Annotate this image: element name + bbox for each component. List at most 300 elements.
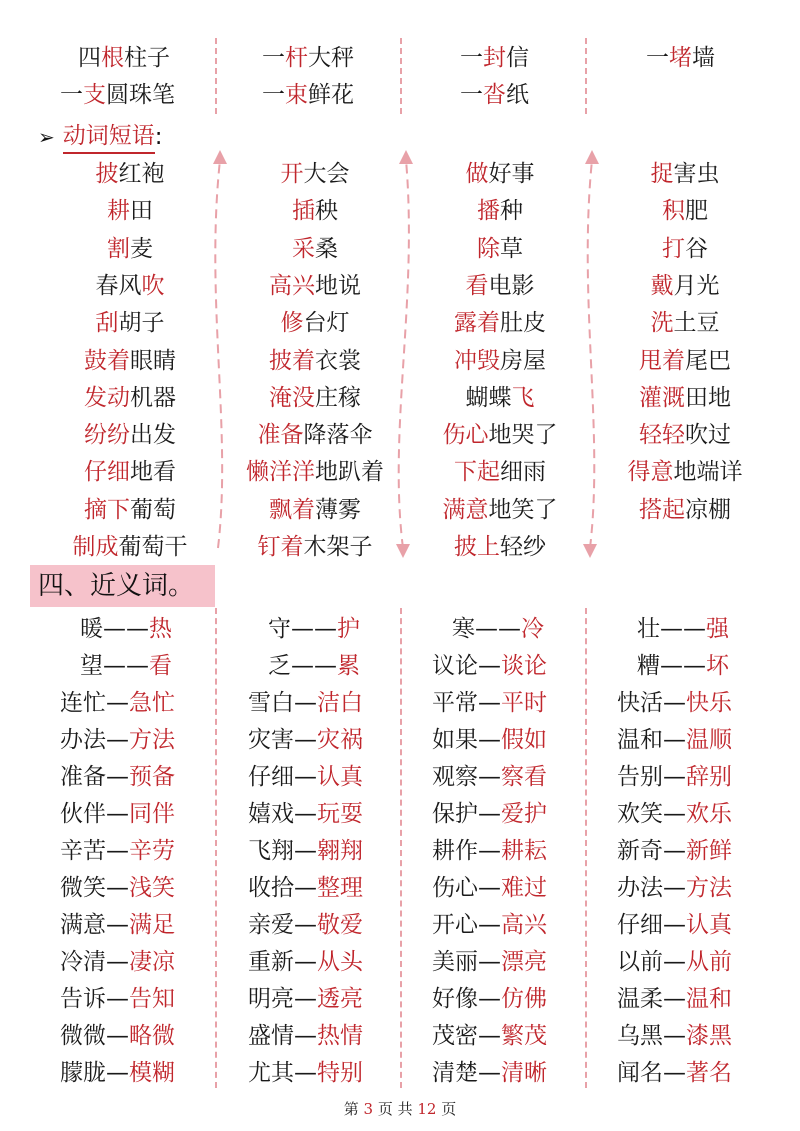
synonym-pair (80, 613, 172, 645)
synonym-word: 欢笑 (617, 801, 663, 827)
synonym-word: 微笑 (60, 875, 106, 901)
verb-phrase-part: 耕 (107, 198, 130, 225)
synonym-pair (60, 983, 175, 1015)
verb-phrase (246, 456, 384, 488)
synonym-answer: 方法 (129, 727, 175, 753)
synonym-dash: — (478, 690, 501, 716)
verb-phrase-part: 田地 (685, 384, 731, 411)
synonym-dash: — (294, 838, 317, 864)
synonym-answer: 灾祸 (317, 727, 363, 753)
synonym-dash: —— (660, 653, 706, 679)
verb-phrase-part: 薄雾 (315, 496, 361, 523)
synonym-pair (248, 798, 363, 830)
verb-phrase (477, 233, 523, 265)
verb-phrase (466, 158, 535, 190)
synonym-word: 温柔 (617, 986, 663, 1012)
verb-phrase (84, 494, 176, 526)
verb-phrase-part: 葡萄 (130, 496, 176, 523)
verb-phrase-part: 捉 (650, 161, 674, 187)
synonym-word: 连忙 (60, 690, 106, 716)
synonym-word: 守 (268, 616, 291, 642)
verb-phrase (454, 531, 546, 563)
synonym-dash: — (294, 764, 317, 790)
measure-item-7: 一沓纸 (460, 82, 529, 108)
verb-phrase-part: 准备 (257, 422, 304, 449)
verb-phrase (639, 382, 731, 414)
verb-phrase (84, 456, 176, 488)
synonym-word: 乏 (268, 653, 291, 679)
verb-phrase-part: 轻纱 (500, 534, 546, 560)
synonym-dash: — (663, 1023, 686, 1049)
verb-phrase (477, 195, 523, 227)
verb-phrase-part: 采 (292, 235, 315, 262)
verb-phrase-part: 仔细 (84, 459, 130, 486)
synonym-dash: — (294, 727, 317, 753)
verb-phrase-part: 草 (500, 235, 523, 262)
synonym-word: 仔细 (617, 912, 663, 938)
synonym-word: 亲爱 (248, 912, 294, 938)
synonym-dash: — (663, 727, 686, 753)
synonym-word: 耕作 (432, 838, 478, 864)
verb-phrase-part: 谷 (685, 235, 708, 262)
arrowhead-2 (399, 150, 413, 164)
verb-phrase-part: 好事 (488, 161, 535, 187)
synonym-pair (248, 761, 363, 793)
verb-phrase-part: 淹没 (269, 384, 315, 411)
verb-phrase-part: 田 (130, 198, 153, 225)
synonym-answer: 强 (706, 616, 729, 642)
synonym-pair (637, 613, 729, 645)
verb-phrase-part: 戴 (650, 272, 674, 299)
synonym-answer: 护 (337, 616, 360, 642)
synonym-dash: — (478, 875, 501, 901)
synonym-answer: 漆黑 (686, 1023, 732, 1049)
synonym-word: 保护 (432, 801, 478, 827)
synonym-pair (432, 761, 547, 793)
synonym-answer: 热 (149, 616, 172, 642)
synonym-pair (452, 613, 544, 645)
synonym-answer: 察看 (501, 764, 547, 790)
verb-phrase-part: 地看 (130, 459, 176, 486)
synonym-word: 办法 (60, 727, 106, 753)
verb-phrase-part: 凉棚 (685, 496, 731, 523)
synonym-word: 糟 (637, 653, 660, 679)
verb-phrase-part: 看 (465, 272, 489, 299)
verb-phrase (662, 195, 708, 227)
verb-phrase (96, 158, 165, 190)
synonym-dash: — (106, 912, 129, 938)
verb-phrase-part: 地哭了 (488, 422, 558, 449)
verb-phrase (84, 419, 176, 451)
synonym-answer: 爱护 (501, 801, 547, 827)
synonym-dash: — (478, 1060, 501, 1086)
synonym-pair (617, 687, 732, 719)
verb-phrase-part: 肥 (685, 198, 708, 225)
synonym-word: 朦胧 (60, 1060, 106, 1086)
verb-phrase (454, 345, 546, 377)
synonym-pair (637, 650, 729, 682)
synonym-answer: 认真 (317, 764, 363, 790)
verb-phrase-part: 葡萄干 (118, 534, 188, 560)
synonym-pair (432, 872, 547, 904)
synonym-answer: 认真 (686, 912, 732, 938)
measure-item-3: 一封信 (460, 45, 529, 71)
verb-phrase (454, 307, 546, 339)
synonym-dash: — (478, 912, 501, 938)
synonym-answer: 热情 (317, 1023, 363, 1049)
synonym-pair (432, 983, 547, 1015)
synonym-pair (432, 687, 547, 719)
verb-phrase-part: 披着 (269, 347, 315, 374)
synonym-dash: — (478, 986, 501, 1012)
synonym-word: 好像 (432, 986, 478, 1012)
synonym-pair (432, 1020, 547, 1052)
verb-phrase (443, 494, 558, 526)
verb-section-title: 动词短语 (63, 120, 155, 154)
synonym-word: 美丽 (432, 949, 478, 975)
synonym-pair (432, 946, 547, 978)
verb-phrase-part: 地趴着 (315, 459, 384, 486)
arrow-3 (588, 160, 595, 548)
synonym-pair (617, 761, 732, 793)
synonym-answer: 模糊 (129, 1060, 175, 1086)
verb-phrase (639, 419, 731, 451)
verb-phrase (258, 419, 373, 451)
synonym-word: 壮 (637, 616, 660, 642)
synonym-pair (248, 1020, 363, 1052)
synonym-word: 收拾 (248, 875, 294, 901)
verb-phrase-part: 高兴 (269, 272, 315, 299)
synonym-word: 议论 (432, 653, 478, 679)
verb-phrase (107, 233, 153, 265)
synonym-answer: 玩耍 (317, 801, 363, 827)
verb-phrase-part: 懒洋洋 (246, 459, 315, 486)
verb-phrase-part: 尾巴 (685, 347, 731, 374)
verb-section-heading: ➢ 动词短语 : (38, 120, 163, 154)
synonym-answer: 从前 (686, 949, 732, 975)
synonym-pair (248, 946, 363, 978)
bullet-arrow-icon: ➢ (38, 125, 55, 149)
verb-phrase-part: 纷纷 (84, 422, 130, 449)
verb-phrase-part: 披 (95, 161, 119, 187)
measure-item-5: 一支圆珠笔 (60, 82, 175, 108)
synonym-dash: — (663, 690, 686, 716)
verb-phrase (281, 158, 350, 190)
synonym-word: 准备 (60, 764, 106, 790)
verb-phrase (96, 270, 165, 302)
synonym-answer: 满足 (129, 912, 175, 938)
synonym-word: 以前 (617, 949, 663, 975)
synonym-word: 温和 (617, 727, 663, 753)
synonym-answer: 谈论 (501, 653, 547, 679)
synonym-answer: 假如 (501, 727, 547, 753)
synonym-dash: — (106, 690, 129, 716)
synonym-pair (268, 613, 360, 645)
verb-phrase-part: 秧 (315, 198, 338, 225)
synonym-pair (60, 909, 175, 941)
synonym-dash: — (106, 727, 129, 753)
synonym-answer: 坏 (706, 653, 729, 679)
synonym-answer: 温顺 (686, 727, 732, 753)
synonym-word: 伤心 (432, 875, 478, 901)
synonym-pair (248, 835, 363, 867)
synonym-dash: — (478, 727, 501, 753)
current-page-number: 3 (363, 1100, 374, 1118)
verb-phrase-part: 披上 (454, 534, 500, 560)
verb-phrase-part: 积 (662, 198, 685, 225)
synonym-word: 冷清 (60, 949, 106, 975)
synonym-answer: 漂亮 (501, 949, 547, 975)
measure-item-2: 一杆大秤 (262, 45, 354, 71)
synonym-answer: 敬爱 (317, 912, 363, 938)
synonym-pair (248, 1057, 363, 1089)
synonym-dash: — (106, 875, 129, 901)
synonym-pair (617, 724, 732, 756)
synonym-word: 开心 (432, 912, 478, 938)
verb-phrase-part: 房屋 (500, 347, 546, 374)
synonym-word: 告诉 (60, 986, 106, 1012)
verb-phrase-part: 细雨 (500, 459, 546, 486)
measure-item-1: 四根柱子 (78, 45, 170, 71)
synonym-word: 飞翔 (248, 838, 294, 864)
arrow-1 (215, 160, 222, 548)
synonym-dash: — (106, 1060, 129, 1086)
synonym-answer: 辛劳 (129, 838, 175, 864)
verb-phrase (662, 233, 708, 265)
synonym-answer: 仿佛 (501, 986, 547, 1012)
synonym-word: 望 (80, 653, 103, 679)
verb-phrase (258, 531, 373, 563)
synonym-answer: 难过 (501, 875, 547, 901)
synonym-pair (60, 872, 175, 904)
arrowhead-5 (583, 544, 597, 558)
verb-phrase (443, 419, 558, 451)
synonym-answer: 整理 (317, 875, 363, 901)
synonym-word: 如果 (432, 727, 478, 753)
synonym-pair (60, 1057, 175, 1089)
verb-phrase-part: 降落伞 (303, 422, 373, 449)
verb-phrase-part: 红袍 (118, 161, 165, 187)
verb-phrase (269, 494, 361, 526)
total-page-number: 12 (417, 1100, 437, 1118)
verb-phrase-part: 出发 (130, 422, 176, 449)
verb-phrase-part: 月光 (673, 272, 720, 299)
synonym-section-heading: 四、近义词。 (30, 565, 215, 607)
synonym-dash: — (106, 949, 129, 975)
verb-phrase-part: 灌溉 (639, 384, 685, 411)
verb-phrase-part: 电影 (488, 272, 535, 299)
synonym-answer: 冷 (521, 616, 544, 642)
synonym-answer: 急忙 (129, 690, 175, 716)
verb-phrase (639, 345, 731, 377)
verb-phrase-part: 搭起 (639, 496, 685, 523)
synonym-dash: —— (103, 653, 149, 679)
verb-phrase-part: 吹 (141, 272, 165, 299)
synonym-dash: — (478, 1023, 501, 1049)
synonym-pair (60, 798, 175, 830)
synonym-word: 雪白 (248, 690, 294, 716)
synonym-word: 乌黑 (617, 1023, 663, 1049)
verb-phrase (292, 233, 338, 265)
synonym-pair (432, 835, 547, 867)
synonym-answer: 繁茂 (501, 1023, 547, 1049)
verb-phrase (454, 456, 546, 488)
verb-phrase-part: 飘着 (269, 496, 315, 523)
synonym-dash: — (294, 949, 317, 975)
verb-phrase-part: 大会 (303, 161, 350, 187)
synonym-word: 仔细 (248, 764, 294, 790)
synonym-word: 茂密 (432, 1023, 478, 1049)
verb-phrase-part: 桑 (315, 235, 338, 262)
synonym-pair (248, 909, 363, 941)
synonym-dash: — (106, 1023, 129, 1049)
verb-phrase-part: 得意 (627, 459, 674, 486)
verb-phrase (292, 195, 338, 227)
verb-phrase-part: 眼睛 (130, 347, 176, 374)
synonym-pair (432, 650, 547, 682)
synonym-pair (248, 983, 363, 1015)
synonym-answer: 看 (149, 653, 172, 679)
synonym-pair (268, 650, 360, 682)
synonym-word: 灾害 (248, 727, 294, 753)
measure-item-6: 一束鲜花 (262, 82, 354, 108)
verb-phrase (651, 307, 720, 339)
verb-phrase-part: 地笑了 (488, 496, 558, 523)
verb-phrase-part: 开 (280, 161, 304, 187)
synonym-dash: — (478, 801, 501, 827)
verb-phrase-part: 冲毁 (454, 347, 500, 374)
synonym-word: 盛情 (248, 1023, 294, 1049)
synonym-pair (617, 872, 732, 904)
verb-phrase (628, 456, 743, 488)
synonym-dash: — (294, 801, 317, 827)
verb-phrase-part: 伤心 (442, 422, 489, 449)
synonym-answer: 凄凉 (129, 949, 175, 975)
synonym-dash: — (663, 801, 686, 827)
synonym-word: 办法 (617, 875, 663, 901)
synonym-answer: 快乐 (686, 690, 732, 716)
synonym-dash: — (663, 1060, 686, 1086)
synonym-pair (60, 687, 175, 719)
verb-phrase-part: 露着 (454, 310, 500, 337)
synonym-dash: —— (475, 616, 521, 642)
synonym-word: 寒 (452, 616, 475, 642)
synonym-answer: 预备 (129, 764, 175, 790)
verb-phrase (651, 270, 720, 302)
synonym-dash: — (294, 912, 317, 938)
synonym-pair (60, 761, 175, 793)
verb-phrase-part: 插 (292, 198, 315, 225)
verb-phrase (281, 307, 350, 339)
synonym-word: 清楚 (432, 1060, 478, 1086)
synonym-dash: — (294, 875, 317, 901)
verb-phrase (96, 307, 165, 339)
verb-phrase-part: 打 (662, 235, 685, 262)
synonym-dash: — (294, 1060, 317, 1086)
verb-phrase-part: 麦 (130, 235, 153, 262)
synonym-pair (617, 946, 732, 978)
verb-phrase-part: 播 (477, 198, 500, 225)
verb-phrase-part: 土豆 (673, 310, 720, 337)
verb-phrase-part: 庄稼 (315, 384, 361, 411)
verb-phrase (84, 382, 176, 414)
synonym-pair (432, 724, 547, 756)
synonym-word: 观察 (432, 764, 478, 790)
arrowhead-3 (396, 544, 410, 558)
verb-phrase (639, 494, 731, 526)
synonym-pair (617, 909, 732, 941)
synonym-answer: 清晰 (501, 1060, 547, 1086)
synonym-dash: — (663, 838, 686, 864)
verb-phrase (466, 270, 535, 302)
synonym-word: 平常 (432, 690, 478, 716)
synonym-pair (60, 835, 175, 867)
verb-phrase-part: 胡子 (118, 310, 165, 337)
synonym-answer: 告知 (129, 986, 175, 1012)
synonym-pair (60, 1020, 175, 1052)
synonym-pair (617, 798, 732, 830)
synonym-answer: 新鲜 (686, 838, 732, 864)
synonym-word: 闻名 (617, 1060, 663, 1086)
synonym-word: 暖 (80, 616, 103, 642)
verb-phrase-part: 除 (477, 235, 500, 262)
verb-phrase-part: 满意 (442, 496, 489, 523)
synonym-word: 嬉戏 (248, 801, 294, 827)
synonym-answer: 耕耘 (501, 838, 547, 864)
verb-phrase-part: 台灯 (303, 310, 350, 337)
synonym-answer: 著名 (686, 1060, 732, 1086)
verb-phrase (269, 345, 361, 377)
verb-phrase-part: 下起 (454, 459, 500, 486)
synonym-dash: — (478, 653, 501, 679)
verb-phrase-part: 钉着 (257, 534, 304, 560)
synonym-dash: — (106, 838, 129, 864)
synonym-pair (617, 1020, 732, 1052)
synonym-answer: 平时 (501, 690, 547, 716)
synonym-dash: —— (291, 653, 337, 679)
synonym-dash: — (663, 912, 686, 938)
verb-phrase-part: 鼓着 (84, 347, 130, 374)
page-footer: 第 3 页 共 12 页 (343, 1100, 457, 1118)
verb-phrase-part: 种 (500, 198, 523, 225)
synonym-pair (80, 650, 172, 682)
synonym-word: 满意 (60, 912, 106, 938)
synonym-dash: — (478, 764, 501, 790)
synonym-answer: 方法 (686, 875, 732, 901)
verb-phrase-part: 木架子 (303, 534, 373, 560)
verb-phrase-part: 做 (465, 161, 489, 187)
verb-phrase-part: 发动 (84, 384, 130, 411)
synonym-pair (617, 1057, 732, 1089)
synonym-answer: 浅笑 (129, 875, 175, 901)
verb-phrase (84, 345, 176, 377)
arrow-2 (399, 160, 409, 548)
arrowhead-4 (585, 150, 599, 164)
verb-phrase (269, 270, 361, 302)
synonym-answer: 同伴 (129, 801, 175, 827)
synonym-dash: — (106, 986, 129, 1012)
measure-item-4: 一堵墙 (646, 45, 715, 71)
synonym-pair (617, 983, 732, 1015)
synonym-answer: 透亮 (317, 986, 363, 1012)
synonym-dash: —— (103, 616, 149, 642)
verb-phrase-part: 地端详 (673, 459, 743, 486)
synonym-answer: 高兴 (501, 912, 547, 938)
verb-phrase-part: 甩着 (639, 347, 685, 374)
synonym-pair (617, 835, 732, 867)
synonym-word: 尤其 (248, 1060, 294, 1086)
synonym-pair (432, 909, 547, 941)
